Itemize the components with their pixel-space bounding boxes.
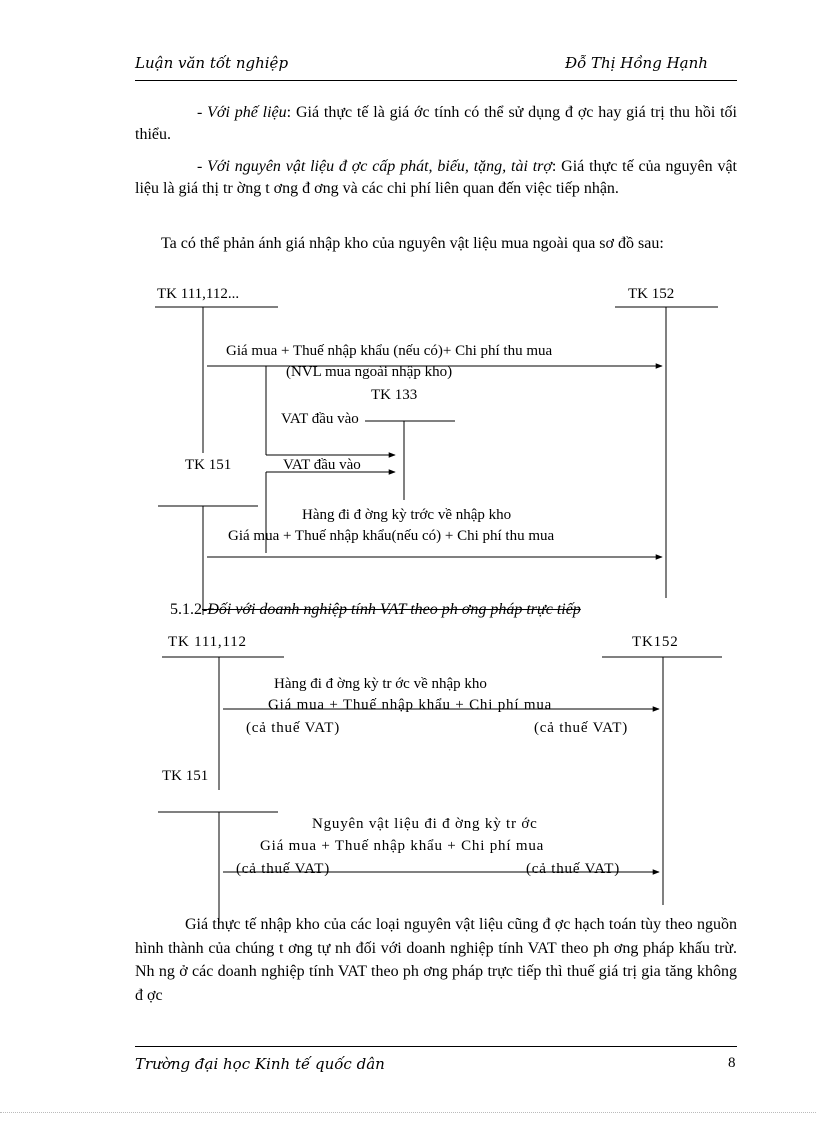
- header-right: Đỗ Thị Hồng Hạnh: [565, 54, 708, 72]
- d1-tk111-label: TK 111,112...: [157, 286, 240, 302]
- d2-goods-label: Hàng đi đ ờng kỳ tr ớc về nhập kho: [274, 676, 487, 692]
- d2-material-label: Nguyên vật liệu đi đ ờng kỳ tr ớc: [312, 816, 538, 832]
- d1-purchase-sublabel: (NVL mua ngoài nhập kho): [286, 364, 453, 380]
- footer-rule: [135, 1046, 737, 1047]
- section-title: -Đối với doanh nghiệp tính VAT theo ph ơng pháp trực tiếp: [202, 601, 581, 618]
- d1-tk133-label: TK 133: [371, 387, 418, 403]
- header-left: Luận văn tốt nghiệp: [135, 54, 289, 72]
- section-heading: [170, 601, 581, 619]
- d2-purchase-label: Giá mua + Thuế nhập khẩu + Chi phí mua: [268, 697, 553, 713]
- page-bottom-divider: [0, 1112, 816, 1113]
- scrap-label: - Với phế liệu: [197, 104, 287, 121]
- d2-vat-incl-3: (cả thuế VAT): [236, 861, 330, 877]
- d2-vat-incl-1: (cả thuế VAT): [246, 720, 340, 736]
- granted-text: : Giá thực tế của nguyên vật liệu là giá thị tr ờng t ơng đ ơng và các chi phí liên quan đến việc tiếp nhận.: [135, 158, 737, 197]
- d2-vat-incl-2: (cả thuế VAT): [534, 720, 628, 736]
- d1-goods-label: Hàng đi đ ờng kỳ trớc về nhập kho: [302, 507, 512, 523]
- paragraph-closing: Giá thực tế nhập kho của các loại nguyên vật liệu cũng đ ợc hạch toán tùy theo nguồn hình thành của chúng t ơng tự nh đối với doanh nghiệp tính VAT theo ph ơng pháp khấu trừ. Nh ng ở các doanh nghiệp tính VAT theo ph ơng pháp trực tiếp thì thuế giá trị gia tăng không đ ợc: [135, 916, 737, 1004]
- d1-vat-in-2: VAT đầu vào: [283, 457, 361, 473]
- granted-label: - Với nguyên vật liệu đ ợc cấp phát, biếu, tặng, tài trợ: [197, 158, 552, 175]
- d1-tk151-label: TK 151: [185, 457, 232, 473]
- d2-material-price-label: Giá mua + Thuế nhập khẩu + Chi phí mua: [260, 838, 545, 854]
- d1-tk152-label: TK 152: [628, 286, 675, 302]
- d1-goods-price-label: Giá mua + Thuế nhập khẩu(nếu có) + Chi phí thu mua: [228, 528, 555, 544]
- d1-purchase-label: Giá mua + Thuế nhập khẩu (nếu có)+ Chi phí thu mua: [226, 343, 553, 359]
- footer-left: Trường đại học Kinh tế quốc dân: [135, 1055, 385, 1073]
- page-number: 8: [728, 1055, 736, 1071]
- section-number: 5.1.2: [170, 601, 202, 618]
- d2-tk152-label: TK152: [632, 634, 679, 650]
- d2-tk151-label: TK 151: [162, 768, 209, 784]
- d1-vat-in-1: VAT đầu vào: [281, 411, 359, 427]
- scrap-text: : Giá thực tế là giá ớc tính có thể sử dụng đ ợc hay giá trị thu hồi tối thiểu.: [135, 104, 737, 143]
- d2-vat-incl-4: (cả thuế VAT): [526, 861, 620, 877]
- d2-tk111-label: TK 111,112: [168, 634, 247, 650]
- paragraph-intro-diagram: Ta có thể phản ánh giá nhập kho của nguyên vật liệu mua ngoài qua sơ đồ sau:: [161, 235, 664, 252]
